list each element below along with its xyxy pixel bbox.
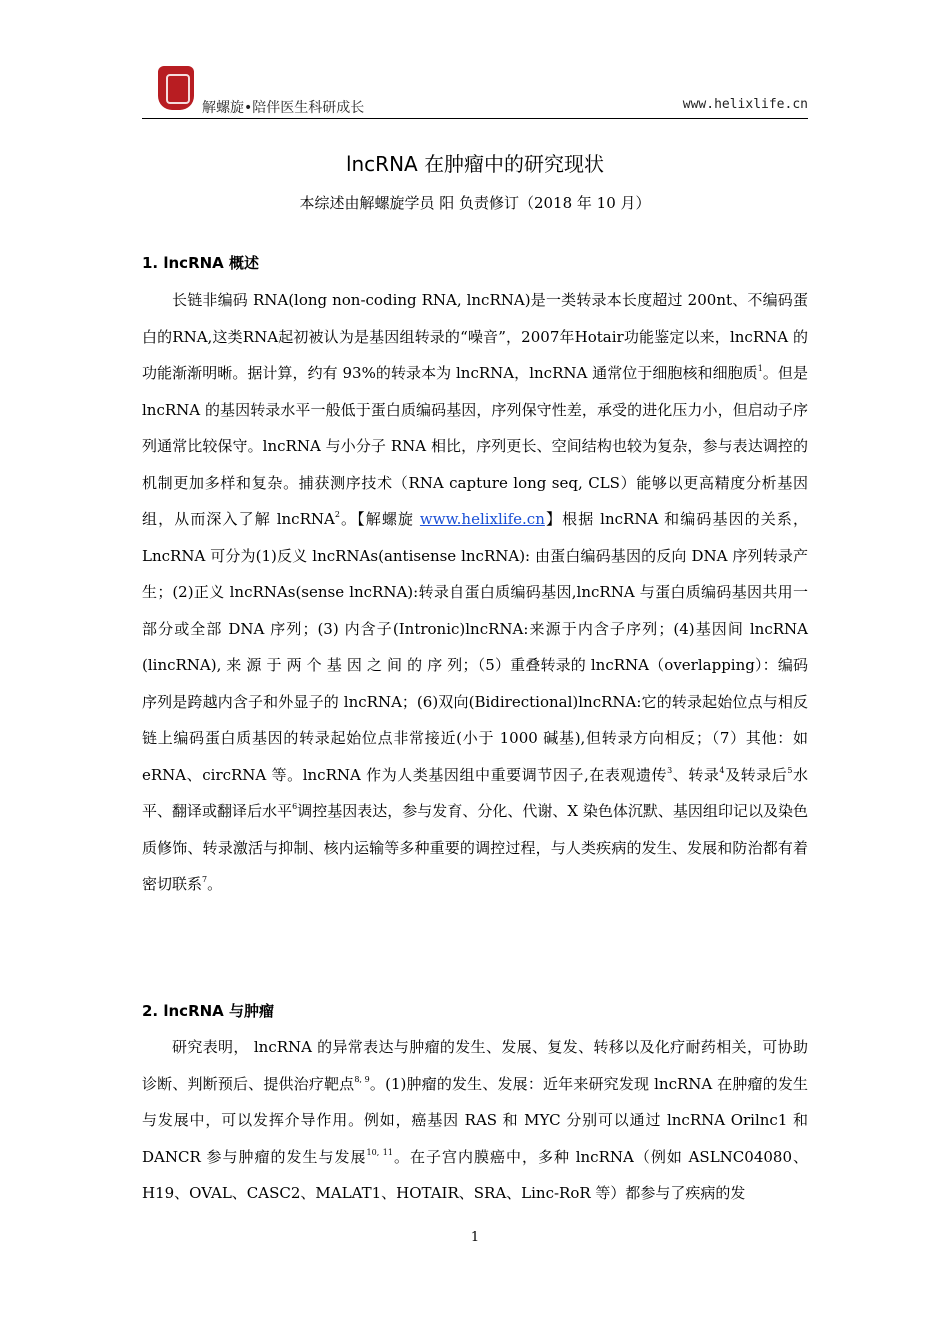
page-number: 1 xyxy=(470,1230,480,1245)
section-heading-overview: 1. lncRNA 概述 xyxy=(142,254,260,272)
header-brand: 解螺旋•陪伴医生科研成长 xyxy=(202,100,365,116)
page-header xyxy=(142,62,808,119)
section-body-overview: 长链非编码 RNA(long non-coding RNA, lncRNA)是一类转录本长度超过 200nt、不编码蛋白的RNA,这类RNA起初被认为是基因组转录的“噪音”，2007年Hotair功能鉴定以来，lncRNA 的功能渐渐明晰。据计算，约有 93%的转录本为 lncRNA，lncRNA 通常位于细胞核和细胞质$^1$。但是 lncRNA 的基因转录水平一般低于蛋白质编码基因，序列保守性差，承受的进化压力小，但启动子序列通常比较保守。lncRNA 与小分子 RNA 相比，序列更长、空间结构也较为复杂，参与表达调控的机制更加多样和复杂。捕获测序技术（RNA capture long seq, CLS）能够以更高精度分析基因组，从而深入了解 lncRNA$^2$。【解螺旋 www.helixlife.cn】根据 lncRNA 和编码基因的关系，LncRNA 可分为(1)反义 lncRNAs(antisense lncRNA): 由蛋白编码基因的反向 DNA 序列转录产生；(2)正义 lncRNAs(sense lncRNA):转录自蛋白质编码基因,lncRNA 与蛋白质编码基因共用一部分或全部 DNA 序列；(3) 内含子(Intronic)lncRNA:来源于内含子序列；(4)基因间 lncRNA (lincRNA), 来 源 于 两 个 基 因 之 间 的 序 列；（5）重叠转录的 lncRNA（overlapping）：编码序列是跨越内含子和外显子的 lncRNA；(6)双向(Bidirectional)lncRNA:它的转录起始位点与相反链上编码蛋白质基因的转录起始位点非常接近(小于 1000 碱基),但转录方向相反；（7）其他：如 eRNA、circRNA 等。lncRNA 作为人类基因组中重要调节因子,在表观遗传$^3$、转录$^4$及转录后$^5$水平、翻译或翻译后水平$^6$调控基因表达，参与发育、分化、代谢、X 染色体沉默、基因组印记以及染色质修饰、转录激活与抑制、核内运输等多种重要的调控过程，与人类疾病的发生、发展和防治都有着密切联系$^7$。 xyxy=(142,291,808,893)
header-url[interactable]: www.helixlife.cn xyxy=(682,97,808,112)
helixlife-link[interactable]: www.helixlife.cn xyxy=(419,510,545,528)
helix-logo-icon xyxy=(158,66,194,110)
document-subtitle: 本综述由解螺旋学员 阳 负责修订（2018 年 10 月） xyxy=(299,194,651,212)
document-title: lncRNA 在肿瘤中的研究现状 xyxy=(345,152,605,176)
section-body-tumor: 研究表明， lncRNA 的异常表达与肿瘤的发生、发展、复发、转移以及化疗耐药相关，可协助诊断、判断预后、提供治疗靶点$^{8, 9}$。(1)肿瘤的发生、发展：近年来研究发现 lncRNA 在肿瘤的发生与发展中，可以发挥介导作用。例如，癌基因 RAS 和 MYC 分别可以通过 lncRNA Orilnc1 和 DANCR 参与肿瘤的发生与发展$^{10, 11}$。在子宫内膜癌中，多种 lncRNA（例如 ASLNC04080、H19、OVAL、CASC2、MALAT1、HOTAIR、SRA、Linc-RoR 等）都参与了疾病的发 xyxy=(142,1038,808,1202)
section-heading-tumor: 2. lncRNA 与肿瘤 xyxy=(142,1002,275,1020)
